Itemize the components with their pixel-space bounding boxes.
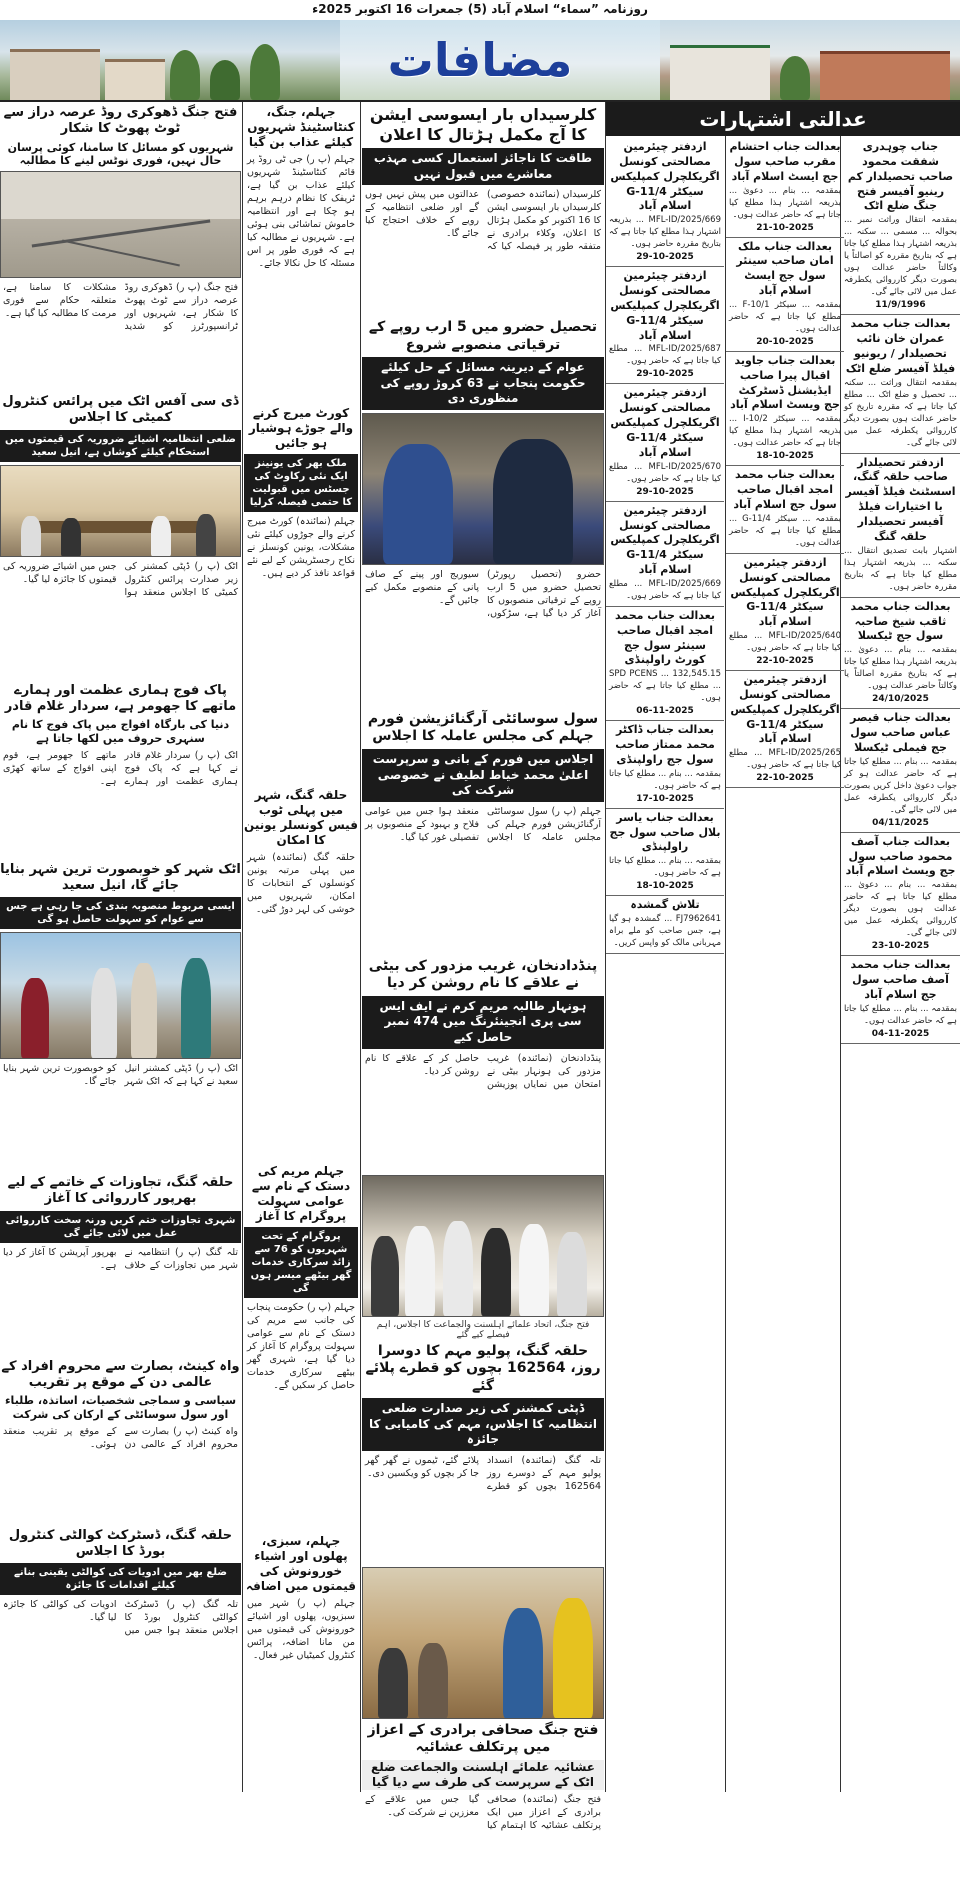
headline-dhokri-road: فتح جنگ ڈھوکری روڈ عرصہ دراز سے ٹوٹ پھوٹ کا شکار <box>3 105 238 137</box>
court-ad <box>606 809 724 897</box>
court-ad-heading: بعدالت جناب محمد امجد اقبال صاحب سینئر سول جج کورٹ راولپنڈی <box>615 608 715 667</box>
court-ad <box>841 833 960 957</box>
court-ad-date: 29-10-2025 <box>636 486 694 497</box>
subhead-bar: عوام کے دیرینہ مسائل کے حل کیلئے حکومت پنجاب نے 63 کروڑ روپے کی منظوری دی <box>362 357 604 410</box>
court-ad-heading: بعدالت جناب قیصر عباس صاحب سول جج فیملی ٹیکسلا <box>850 711 951 754</box>
court-ad-date: 18-10-2025 <box>756 451 814 462</box>
story-text: تلہ گنگ (نمائندہ) انسداد پولیو مہم کے دوسرے روز 162564 بچوں کو قطرے پلائے گئے، ٹیموں نے گھر گھر جا کر بچوں کو ویکسین دی۔ <box>365 1454 601 1492</box>
banner-photo-right <box>660 20 960 100</box>
court-ad-heading: بعدالت جناب احتشام مقرب صاحب سول جج ایسٹ اسلام آباد <box>729 140 841 183</box>
photo-officials-meeting <box>362 413 604 565</box>
court-ad <box>606 896 724 954</box>
court-ad-body: بمقدمہ ... بنام ... دعویٰ ... بذریعہ اشتہار ہذا مطلع کیا جاتا ہے کہ حاضر عدالت ہوں۔ <box>729 185 841 220</box>
court-ad <box>841 598 960 710</box>
court-ad-heading: جناب چوہدری شفقت محمود صاحب تحصیلدار کم رینیو آفیسر فتح جنگ ضلع اٹک <box>847 140 954 213</box>
court-ad-body: بمقدمہ ... سیکٹر I-10/2 ... بذریعہ اشتہار ہذا مطلع کیا جاتا ہے کہ حاضر عدالت ہوں۔ <box>729 414 841 449</box>
photo-dc-visit <box>0 932 241 1059</box>
court-ad-date: 23-10-2025 <box>871 941 930 952</box>
court-ad <box>726 671 844 788</box>
subhead-bar: ایسی مربوط منصوبہ بندی کی جا رہی ہے جس سے عوام کو سہولت حاصل ہو گی <box>0 897 241 929</box>
court-ad-heading: ازدفتر چیئرمین مصالحتی کونسل اگریکلچرل کمپلیکس سیکٹر G-11/4 اسلام آباد <box>610 140 720 213</box>
story-text: کلرسیداں (نمائندہ خصوصی) کلرسیداں بار ایسوسی ایشن کا 16 اکتوبر کو مکمل ہڑتال کا اعلان، وکلاء برادری نے متفقہ طور پر فیصلہ کیا کہ عدالتوں میں پیش نہیں ہوں گے اور ضلعی انتظامیہ کے رویے کے خلاف احتجاج کیا جائے گا۔ <box>365 189 601 253</box>
court-ad-date: 18-10-2025 <box>636 881 694 892</box>
court-ad-date: 06-11-2025 <box>636 706 694 717</box>
court-ad-heading: بعدالت جناب یاسر بلال صاحب سول جج راولپنڈی <box>609 810 721 854</box>
court-ad-date: 24/10/2025 <box>872 694 929 705</box>
dateline: روزنامہ ”سماء“ اسلام آباد (5) جمعرات 16 اکتوبر 2025ء <box>312 2 648 16</box>
photo-caption: فتح جنگ، اتحاد علمائے اہلسنت والجماعت کا اجلاس، اہم فیصلے کیے گئے <box>376 1319 590 1340</box>
court-ad-body: بمقدمہ ... بنام ... دعویٰ ... بذریعہ اشتہار ہذا مطلع کیا جاتا ہے کہ بتاریخ مقررہ اصالتاً یا وکالتاً حاضر عدالت ہوں۔ <box>844 645 957 692</box>
story-text: جہلم (پ ر) جی ٹی روڈ پر قائم کنٹاسٹینڈ شہریوں کیلئے عذاب بن گیا ہے، ٹریفک کا نظام درہم برہم ہو چکا ہے اور انتظامیہ خاموش تماشائی بنی ہوئی ہے۔ شہریوں نے مطالبہ کیا ہے کہ فوری طور پر اس مسئلہ کا حل نکالا جائے۔ <box>247 154 355 269</box>
court-ad <box>606 721 724 809</box>
court-ad-body: بمقدمہ ... بنام ... مطلع کیا جاتا ہے کہ حاضر عدالت ہو کر جواب دعویٰ داخل کریں بصورت دیگر کارروائی یکطرفہ عمل میں لائی جائے گی۔ <box>844 756 957 815</box>
story-text: جہلم (پ ر) شہر میں سبزیوں، پھلوں اور اشیائے خورونوش کی قیمتوں میں من مانا اضافہ، پرائس کنٹرول کمیٹیاں غیر فعال۔ <box>247 1598 355 1661</box>
story-text: حلقہ گنگ (نمائندہ) شہر میں پہلی مرتبہ یونین کونسلوں کے انتخابات کا امکان، شہریوں میں خوشی کی لہر دوڑ گئی۔ <box>247 852 355 915</box>
court-ad-date: 17-10-2025 <box>636 793 694 804</box>
headline-price-control: ڈی سی آفس اٹک میں پرائس کنٹرول کمیٹی کا اجلاس <box>2 394 239 426</box>
headline-jhelum-stand: جہلم، جنگ، کنٹاسٹینڈ شہریوں کیلئے عذاب بن گیا <box>247 105 355 149</box>
court-ad-body: MFL-ID/2025/669 ... مطلع کیا جاتا ہے کہ حاضر ہوں۔ <box>609 578 721 601</box>
subhead-bar: ملک بھر کی یونینز ایک نئی رکاوٹ کی جسٹس میں قبولیت کا حتمی فیصلہ کرلیا <box>244 454 358 512</box>
story-text: اٹک (پ ر) ڈپٹی کمشنر انیل سعید نے کہا ہے کہ اٹک شہر کو خوبصورت ترین شہر بنایا جائے گا۔ <box>3 1063 238 1087</box>
middle-news-column <box>244 102 358 1792</box>
court-ad-date: 29-10-2025 <box>636 252 694 263</box>
court-ad-date: 22-10-2025 <box>756 656 814 667</box>
court-ad <box>606 502 724 607</box>
court-ad-date: 11/9/1996 <box>875 300 926 311</box>
story-text: تلہ گنگ (پ ر) ڈسٹرکٹ کوالٹی کنٹرول بورڈ کا اجلاس منعقد ہوا جس میں ادویات کی کوالٹی کا جائزہ لیا گیا۔ <box>3 1599 238 1636</box>
court-ad-date: 04-11-2025 <box>871 1028 930 1039</box>
court-ad-body: بمقدمہ انتقال وراثت ... سکنہ ... تحصیل و ضلع اٹک ... مطلع کیا جاتا ہے کہ مقررہ تاریخ کو حاضر عدالت ہوں بصورت دیگر کارروائی یکطرفہ عمل میں لائی جائے گی۔ <box>844 377 957 448</box>
section-title: مضافات <box>387 33 573 87</box>
headline-court-marriage: کورٹ میرج کرنے والے جوڑے ہوشیار ہو جائیں <box>248 406 354 450</box>
court-ad-body: MFL-ID/2025/670 ... مطلع کیا جاتا ہے کہ حاضر ہوں۔ <box>609 461 721 484</box>
court-ad-heading: بعدالت جناب آصف محمود صاحب سول جج ویسٹ اسلام آباد <box>845 834 956 878</box>
story-text: اٹک (پ ر) سردار غلام قادر نے کہا ہے کہ پاک فوج ہماری عظمت اور ہمارے ماتھے کا جھومر ہے، قوم اپنی افواج کے ساتھ کھڑی ہے۔ <box>3 749 238 787</box>
headline-kallar-syedan: کلرسیداں بار ایسوسی ایشن کا آج مکمل ہڑتال کا اعلان <box>369 105 597 144</box>
headline-attock-beautiful: اٹک شہر کو خوبصورت ترین شہر بنایا جائے گا، انیل سعید <box>0 861 241 893</box>
court-ad-heading: ازدفتر چیئرمین مصالحتی کونسل اگریکلچرل کمپلیکس سیکٹر G-11/4 اسلام آباد <box>610 386 720 459</box>
court-ad-date: 29-10-2025 <box>636 369 694 380</box>
story-text: جہلم (پ ر) حکومت پنجاب کی جانب سے مریم کی دستک کے نام سے عوامی سہولت پروگرام کا آغاز کر دیا گیا ہے، شہری گھر بیٹھے سرکاری خدمات حاصل کر سکیں گے۔ <box>247 1302 355 1391</box>
court-ad-heading: بعدالت جناب محمد عمران خان نائب تحصیلدار / ریونیو فیلڈ آفیسر ضلع اٹک <box>845 317 956 375</box>
court-ad-body: بمقدمہ انتقال وراثت نمبر ... بحوالہ ... مسمی ... سکنہ ... بذریعہ اشتہار ہذا مطلع کیا جاتا ہے کہ بتاریخ مقررہ کو اصالتاً یا وکالتاً حاضر عدالت ہوں بصورت دیگر کارروائی یکطرفہ عمل میں لائی جائے گی۔ <box>844 215 957 298</box>
court-ad-body: بمقدمہ ... سیکٹر G-11/4 ... مطلع کیا جاتا ہے کہ حاضر عدالت ہوں۔ <box>729 513 841 548</box>
court-ad-body: بمقدمہ ... بنام ... دعویٰ ... مطلع کیا جاتا ہے کہ حاضر عدالت ہوں بصورت دیگر کارروائی یکطرفہ عمل میں لائی جائے گی۔ <box>844 880 957 939</box>
ads-column-middle <box>726 138 844 1828</box>
court-ad-heading: بعدالت جناب جاوید اقبال پیرا صاحب ایڈیشنل ڈسٹرکٹ جج ویسٹ اسلام آباد <box>730 353 840 412</box>
headline-pak-army: پاک فوج ہماری عظمت اور ہمارے ماتھے کا جھومر ہے، سردار غلام قادر <box>4 682 237 714</box>
court-ad <box>606 138 724 267</box>
court-ad-date: 22-10-2025 <box>756 773 814 784</box>
court-ad <box>606 267 724 384</box>
court-ad-heading: تلاش گمشدہ <box>630 898 700 912</box>
court-ad-heading: ازدفتر چیئرمین مصالحتی کونسل اگریکلچرل کمپلیکس سیکٹر G-11/4 اسلام آباد <box>730 673 840 746</box>
subhead-bar: ضلعی انتظامیہ اشیائے ضروریہ کی قیمتوں میں استحکام کیلئے کوشاں ہے، انیل سعید <box>0 430 241 462</box>
ads-column-right <box>841 138 960 1828</box>
photo-ulema-meeting <box>362 1175 604 1317</box>
photo-broken-road <box>0 171 241 278</box>
photo-price-committee-meeting <box>0 465 241 557</box>
story-text: اٹک (پ ر) ڈپٹی کمشنر کی زیر صدارت پرائس کنٹرول کمیٹی کا اجلاس منعقد ہوا جس میں اشیائے ضروریہ کی قیمتوں کا جائزہ لیا گیا۔ <box>3 560 238 598</box>
court-ad <box>841 709 960 833</box>
photo-journalists-dinner <box>362 1567 604 1719</box>
court-ad <box>841 454 960 598</box>
headline-quality-control: حلقہ گنگ، ڈسٹرکٹ کوالٹی کنٹرول بورڈ کا اجلاس <box>8 1527 233 1559</box>
headline-talagang-union: حلقہ گنگ، شہر میں پہلی ٹوب فیس کونسلر یونین کا امکان <box>244 788 358 847</box>
subhead-bar: اجلاس میں فورم کے بانی و سرپرست اعلیٰ محمد خیاط لطیف نے خصوصی شرکت کی <box>362 749 604 802</box>
banner-photo-left <box>0 20 340 100</box>
headline-hazro-projects: تحصیل حضرو میں 5 ارب روپے کے ترقیاتی منصوبے شروع <box>368 319 598 353</box>
court-ad-body: MFL-ID/2025/265 ... مطلع کیا جاتا ہے کہ حاضر ہوں۔ <box>729 748 841 771</box>
court-ad <box>726 466 844 554</box>
court-ad-heading: ازدفتر چیئرمین مصالحتی کونسل اگریکلچرل کمپلیکس سیکٹر G-11/4 اسلام آباد <box>730 555 840 629</box>
headline-wah-cantt: واہ کینٹ، بصارت سے محروم افراد کے عالمی دن کے موقع پر تقریب <box>1 1358 240 1390</box>
subhead-bar: پروگرام کے تحت شہریوں کو 76 سے زائد سرکاری خدمات گھر بیٹھے میسر ہوں گی <box>244 1227 358 1298</box>
court-ad-heading: بعدالت جناب ڈاکٹر محمد ممتاز صاحب سول جج راولپنڈی <box>615 723 715 766</box>
court-ad-heading: بعدالت جناب محمد آصف صاحب سول جج اسلام آباد <box>850 958 951 1001</box>
subhead-bar: شہری تجاوزات ختم کریں ورنہ سخت کارروائی عمل میں لائی جائے گی <box>0 1211 241 1243</box>
story-text: پنڈدادنخان (نمائندہ) غریب مزدور کی ہونہار بیٹی نے امتحان میں نمایاں پوزیشن حاصل کر کے علاقے کا نام روشن کر دیا۔ <box>365 1052 601 1090</box>
court-ad <box>606 384 724 501</box>
story-text: جہلم (پ ر) سول سوسائٹی آرگنائزیشن فورم جہلم کی مجلس عاملہ کا اجلاس منعقد ہوا جس میں عوامی فلاح و بہبود کے منصوبوں پر تفصیلی غور کیا گیا۔ <box>365 805 601 843</box>
court-ad <box>841 956 960 1044</box>
court-ad-body: MFL-ID/2025/669 ... بذریعہ اشتہار ہذا مطلع کیا جاتا ہے کہ بتاریخ مقررہ حاضر ہوں۔ <box>609 215 721 250</box>
court-ads-section <box>606 102 960 1792</box>
subhead-bar: ہونہار طالبہ مریم کرم نے ایف ایس سی پری انجینئرنگ میں 474 نمبر حاصل کیے <box>362 996 604 1049</box>
court-ad-body: اشتہار بابت تصدیق انتقال ... سکنہ ... بذریعہ اشتہار ہذا مطلع کیا جاتا ہے کہ بتاریخ مقررہ حاضر ہوں۔ <box>844 545 957 592</box>
headline-pind-dadan-khan: پنڈدادنخان، غریب مزدور کی بیٹی نے علاقے کا نام روشن کر دیا <box>368 957 598 992</box>
court-ad-heading: ازدفتر تحصیلدار صاحب حلقہ گنگ، اسسٹنٹ فیلڈ آفیسر با اختیارات فیلڈ آفیسر تحصیلدار حلقہ گنگ <box>845 455 956 543</box>
story-text: تلہ گنگ (پ ر) انتظامیہ نے شہر میں تجاوزات کے خلاف بھرپور آپریشن کا آغاز کر دیا ہے۔ <box>3 1246 238 1271</box>
court-ad-body: FJ7962641 ... گمشدہ ہو گیا ہے، جس صاحب کو ملے براہ مہربانی مالک کو واپس کریں۔ <box>609 914 721 949</box>
court-ad-body: بمقدمہ ... بنام ... مطلع کیا جاتا ہے کہ حاضر عدالت ہوں۔ <box>844 1003 957 1026</box>
story-text: حضرو (تحصیل رپورٹر) تحصیل حضرو میں 5 ارب روپے کے ترقیاتی منصوبوں کا آغاز کر دیا گیا ہے، سڑکوں، سیوریج اور پینے کے صاف پانی کے منصوبے مکمل کیے جائیں گے۔ <box>365 568 601 619</box>
headline-polio-campaign: حلقہ گنگ، پولیو مہم کا دوسرا روز، 162564 بچوں کو قطرے پلائے گئے <box>365 1342 601 1394</box>
court-ad <box>726 554 844 671</box>
court-ad-heading: ازدفتر چیئرمین مصالحتی کونسل اگریکلچرل کمپلیکس سیکٹر G-11/4 اسلام آباد <box>610 269 720 342</box>
headline-maryam-dastak: جہلم مریم کی دستک کے نام سے عوامی سہولت پروگرام کا آغاز <box>251 1164 351 1223</box>
headline-jhelum-prices: جہلم، سبزی، پھلوں اور اشیاء خورونوش کی قیمتوں میں اضافہ <box>245 1534 357 1593</box>
court-ad-date: 04/11/2025 <box>872 817 929 828</box>
subhead-bar: ضلع بھر میں ادویات کی کوالٹی یقینی بنانے کیلئے اقدامات کا جائزہ <box>0 1563 241 1595</box>
court-ad <box>606 607 724 721</box>
court-ad-body: MFL-ID/2025/687 ... مطلع کیا جاتا ہے کہ حاضر ہوں۔ <box>609 344 721 367</box>
story-text: جہلم (نمائندہ) کورٹ میرج کرنے والے جوڑوں کیلئے نئی مشکلات، یونین کونسلز نے نکاح رجسٹریشن کے لیے نئے قواعد نافذ کر دیے ہیں۔ <box>247 516 355 579</box>
subhead: عشائیہ علمائے اہلسنت والجماعت ضلع اٹک کے سرپرست کی طرف سے دیا گیا <box>362 1760 604 1790</box>
left-news-column <box>0 102 241 1792</box>
court-ad-body: SPD PCENS ... 132,545.15 ... مطلع کیا جاتا ہے کہ حاضر ہوں۔ <box>609 669 721 704</box>
court-ad-heading: بعدالت جناب ملک امان صاحب سینئر سول جج ایسٹ اسلام آباد <box>736 239 834 298</box>
court-ad-heading: بعدالت جناب محمد امجد اقبال صاحب سول جج اسلام آباد <box>733 468 837 511</box>
court-ad <box>726 138 844 238</box>
headline-civil-society-forum: سول سوسائٹی آرگنائزیشن فورم جہلم کی مجلس عاملہ کا اجلاس <box>367 710 599 745</box>
subhead-bar: ڈپٹی کمشنر کی زیر صدارت ضلعی انتظامیہ کا اجلاس، مہم کی کامیابی کا جائزہ <box>362 1398 604 1451</box>
court-ad <box>726 352 844 466</box>
court-ad-heading: ازدفتر چیئرمین مصالحتی کونسل اگریکلچرل کمپلیکس سیکٹر G-11/4 اسلام آباد <box>610 503 720 577</box>
court-ad-body: بمقدمہ ... سیکٹر F-10/1 ... مطلع کیا جاتا ہے کہ حاضر عدالت ہوں۔ <box>729 299 841 334</box>
story-text: فتح جنگ (نمائندہ) صحافی برادری کے اعزاز میں ایک پرتکلف عشائیہ کا اہتمام کیا گیا جس میں علاقے کے معززین نے شرکت کی۔ <box>365 1793 601 1831</box>
center-news-column <box>362 102 604 1831</box>
court-ads-title: عدالتی اشتہارات <box>606 102 960 136</box>
court-ad-body: MFL-ID/2025/640 ... مطلع کیا جاتا ہے کہ حاضر ہوں۔ <box>729 631 841 654</box>
court-ad-body: بمقدمہ ... بنام ... مطلع کیا جاتا ہے کہ حاضر ہوں۔ <box>609 856 721 879</box>
court-ad-date: 20-10-2025 <box>756 336 814 347</box>
subhead: شہریوں کو مسائل کا سامنا، کوئی پرسان حال نہیں، فوری نوٹس لینے کا مطالبہ <box>7 140 234 168</box>
subhead-bar: طاقت کا ناجائز استعمال کسی مہذب معاشرے میں قبول نہیں <box>362 148 604 185</box>
headline-journalists-dinner: فتح جنگ صحافی برادری کے اعزاز میں پرتکلف عشائیہ <box>367 1721 599 1756</box>
court-ad-body: بمقدمہ ... بنام ... مطلع کیا جاتا ہے کہ حاضر ہوں۔ <box>609 768 721 791</box>
court-ad <box>841 138 960 315</box>
section-banner <box>0 20 960 102</box>
court-ad-date: 21-10-2025 <box>756 222 814 233</box>
court-ad <box>841 315 960 453</box>
ads-column-left <box>606 138 724 1828</box>
court-ad <box>726 238 844 352</box>
subhead: دنیا کی بارگاہ افواج میں پاک فوج کا نام سنہری حروف میں لکھا جاتا ہے <box>11 718 230 745</box>
story-text: فتح جنگ (پ ر) ڈھوکری روڈ عرصہ دراز سے ٹوٹ پھوٹ کا شکار ہے، شہریوں اور ٹرانسپورٹرز کو شدید مشکلات کا سامنا ہے، متعلقہ حکام سے فوری مرمت کا مطالبہ کیا گیا ہے۔ <box>3 282 238 332</box>
court-ad-heading: بعدالت جناب محمد ثاقب شیخ صاحبہ سول جج ٹیکسلا <box>850 599 951 643</box>
story-text: واہ کینٹ (پ ر) بصارت سے محروم افراد کے عالمی دن کے موقع پر تقریب منعقد ہوئی۔ <box>3 1425 238 1450</box>
subhead: سیاسی و سماجی شخصیات، اساتذہ، طلباء اور سول سوسائٹی کے ارکان کی شرکت <box>4 1394 237 1421</box>
headline-encroachments: حلقہ گنگ، تجاوزات کے خاتمے کے لیے بھرپور کارروائی کا آغاز <box>7 1175 234 1207</box>
